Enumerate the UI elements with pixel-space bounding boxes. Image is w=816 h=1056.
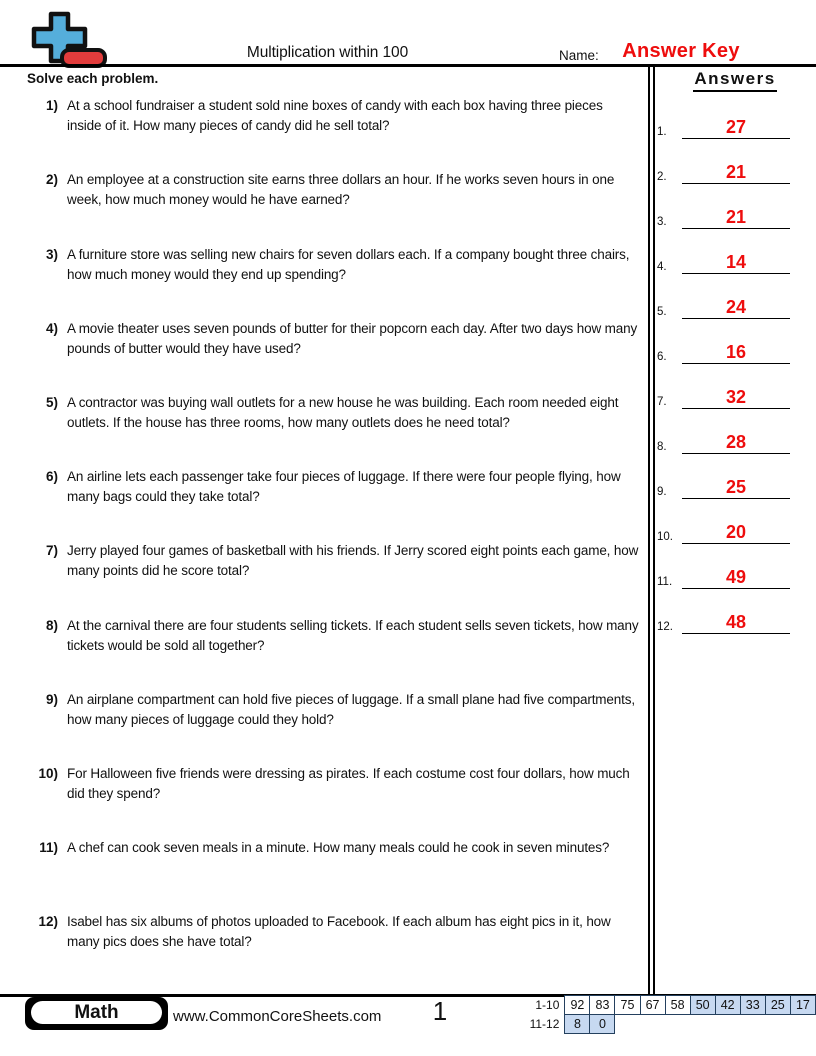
problem-number: 10) <box>38 766 58 781</box>
problem-11 <box>26 838 640 858</box>
answer-blank: 32 <box>682 386 790 409</box>
score-table <box>522 995 816 1034</box>
problem-text: An employee at a construction site earns three dollars an hour. If he works seven hours in one week, how much money would he have earned? <box>67 172 615 207</box>
answers-column-divider <box>648 67 655 994</box>
answer-number: 5. <box>657 306 667 318</box>
problem-9 <box>26 690 640 729</box>
problem-number: 1) <box>45 98 58 113</box>
answer-number: 3. <box>657 216 667 228</box>
problem-text: A movie theater uses seven pounds of butter for their popcorn each day. After two days how many pounds of butter would they have used? <box>67 321 638 356</box>
problem-text: Isabel has six albums of photos uploaded to Facebook. If each album has eight pics in it, how many pics does she have total? <box>67 914 611 949</box>
score-cell: 25 <box>765 996 790 1015</box>
subject-badge <box>25 997 168 1030</box>
problem-8 <box>26 616 640 655</box>
answer-row-5 <box>657 277 797 319</box>
answer-number: 10. <box>657 531 673 543</box>
answer-row-11 <box>657 547 797 589</box>
answer-blank: 25 <box>682 476 790 499</box>
answer-row-8 <box>657 412 797 454</box>
problem-1 <box>26 96 640 135</box>
answer-blank: 16 <box>682 341 790 364</box>
problem-text: A contractor was buying wall outlets for a new house he was building. Each room needed eight outlets. If the house has three rooms, how many outlets does he need total? <box>67 395 619 430</box>
answer-row-1 <box>657 97 797 139</box>
score-cell: 33 <box>740 996 765 1015</box>
score-row-label: 1-10 <box>535 998 560 1012</box>
answer-row-10 <box>657 502 797 544</box>
problem-number: 7) <box>45 543 58 558</box>
answer-row-7 <box>657 367 797 409</box>
score-cell: 67 <box>640 996 665 1015</box>
problem-number: 12) <box>38 914 58 929</box>
answer-number: 1. <box>657 126 667 138</box>
answers-header <box>656 69 814 92</box>
problem-12 <box>26 912 640 951</box>
answer-number: 12. <box>657 621 673 633</box>
problem-number: 2) <box>45 172 58 187</box>
answer-blank: 24 <box>682 296 790 319</box>
problem-number: 11) <box>39 840 58 855</box>
website-url: www.CommonCoreSheets.com <box>173 1008 382 1025</box>
problem-3 <box>26 245 640 284</box>
problem-7 <box>26 541 640 580</box>
problem-text: An airplane compartment can hold five pieces of luggage. If a small plane had five compartments, how many pieces of luggage could they hold? <box>67 692 635 727</box>
score-cell: 50 <box>690 996 715 1015</box>
score-cell: 42 <box>715 996 740 1015</box>
answer-row-12 <box>657 592 797 634</box>
answer-number: 11. <box>657 576 673 588</box>
problem-text: For Halloween five friends were dressing as pirates. If each costume cost four dollars, how much did they spend? <box>67 766 630 801</box>
score-cell: 0 <box>590 1015 615 1034</box>
answer-row-6 <box>657 322 797 364</box>
answer-blank: 49 <box>682 566 790 589</box>
score-cell: 17 <box>790 996 815 1015</box>
score-cell: 75 <box>615 996 640 1015</box>
answer-number: 6. <box>657 351 667 363</box>
problem-5 <box>26 393 640 432</box>
problem-text: A chef can cook seven meals in a minute. How many meals could he cook in seven minutes? <box>67 840 610 855</box>
score-row-1 <box>522 996 816 1015</box>
answer-blank: 14 <box>682 251 790 274</box>
answer-key-text: Answer Key <box>622 40 740 62</box>
subject-badge-label: Math <box>31 1001 162 1024</box>
name-label: Name: <box>559 48 599 63</box>
score-row-label: 11-12 <box>529 1017 560 1031</box>
worksheet-title: Multiplication within 100 <box>246 44 409 61</box>
problem-number: 8) <box>45 618 58 633</box>
score-row-2 <box>522 1015 816 1034</box>
answer-row-3 <box>657 187 797 229</box>
answer-number: 8. <box>657 441 667 453</box>
answer-row-4 <box>657 232 797 274</box>
header-divider <box>0 64 816 67</box>
answer-blank: 21 <box>682 161 790 184</box>
problem-2 <box>26 170 640 209</box>
problem-text: Jerry played four games of basketball with his friends. If Jerry scored eight points each game, how many points did he score total? <box>67 543 639 578</box>
problem-text: At the carnival there are four students selling tickets. If each student sells seven tickets, how many tickets would be sold all together? <box>67 618 639 653</box>
score-cell: 83 <box>590 996 615 1015</box>
problem-text: An airline lets each passenger take four pieces of luggage. If there were four people flying, how many bags could they take total? <box>67 469 621 504</box>
answers-title: Answers <box>693 69 776 92</box>
score-cell: 58 <box>665 996 690 1015</box>
answer-blank: 28 <box>682 431 790 454</box>
answer-number: 9. <box>657 486 667 498</box>
problem-number: 6) <box>45 469 58 484</box>
answer-blank: 21 <box>682 206 790 229</box>
problem-6 <box>26 467 640 506</box>
problem-number: 9) <box>45 692 58 707</box>
page-number: 1 <box>432 996 448 1026</box>
score-cell: 92 <box>565 996 590 1015</box>
problem-number: 3) <box>45 247 58 262</box>
answer-number: 2. <box>657 171 667 183</box>
answer-number: 4. <box>657 261 667 273</box>
problem-number: 5) <box>45 395 58 410</box>
problem-4 <box>26 319 640 358</box>
answer-row-2 <box>657 142 797 184</box>
answer-blank: 48 <box>682 611 790 634</box>
answer-blank: 20 <box>682 521 790 544</box>
instruction-text: Solve each problem. <box>27 71 159 86</box>
answer-row-9 <box>657 457 797 499</box>
problem-text: At a school fundraiser a student sold nine boxes of candy with each box having three pieces inside of it. How many pieces of candy did he sell total? <box>67 98 603 133</box>
problem-number: 4) <box>45 321 58 336</box>
score-cell: 8 <box>565 1015 590 1034</box>
answer-number: 7. <box>657 396 667 408</box>
answer-blank: 27 <box>682 116 790 139</box>
problem-text: A furniture store was selling new chairs for seven dollars each. If a company bought three chairs, how much money would they end up spending? <box>67 247 630 282</box>
problem-10 <box>26 764 640 803</box>
